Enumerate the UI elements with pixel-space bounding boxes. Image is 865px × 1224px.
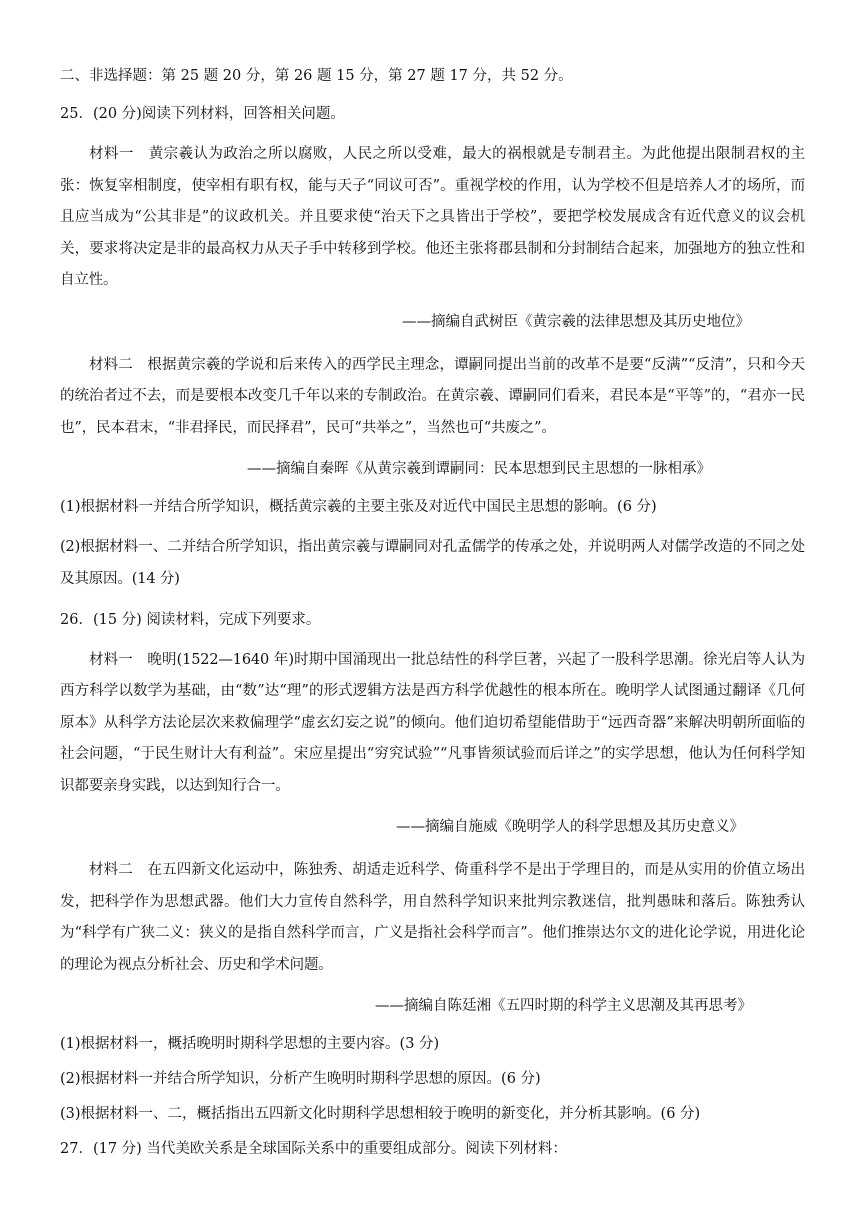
q26-material-2: 材料二 在五四新文化运动中，陈独秀、胡适走近科学、倚重科学不是出于学理目的，而是从实用的价值立场出发，把科学作为思想武器。他们大力宣传自然科学，用自然科学知识来批判宗教迷信，批判愚昧和落后。陈独秀认为“科学有广狭二义：狭义的是指自然科学而言，广义是指社会科学而言”。他们推崇达尔文的进化论学说，用进化论的理论为视点分析社会、历史和学术问题。 xyxy=(60,862,805,973)
question-27 xyxy=(60,1139,805,1159)
section-heading: 二、非选择题：第 25 题 20 分，第 26 题 15 分，第 27 题 17 分，共 52 分。 xyxy=(60,68,573,84)
q26-source-1: ——摘编自施威《晚明学人的科学思想及其历史意义》 xyxy=(396,819,744,835)
question-25 xyxy=(60,104,805,595)
q27-title: 27．(17 分) 当代美欧关系是全球国际关系中的重要组成部分。阅读下列材料： xyxy=(60,1141,567,1157)
q26-title: 26．(15 分) 阅读材料，完成下列要求。 xyxy=(60,611,321,628)
q25-question-1: (1)根据材料一并结合所学知识，概括黄宗羲的主要主张及对近代中国民主思想的影响。(6 分) xyxy=(60,499,657,515)
question-26 xyxy=(60,610,805,1125)
q26-question-2: (2)根据材料一并结合所学知识，分析产生晚明时期科学思想的原因。(6 分) xyxy=(60,1071,541,1087)
q25-source-1: ——摘编自武树臣《黄宗羲的法律思想及其历史地位》 xyxy=(402,313,750,330)
q26-source-2: ——摘编自陈廷湘《五四时期的科学主义思潮及其再思考》 xyxy=(375,998,752,1014)
q25-title: 25．(20 分)阅读下列材料，回答相关问题。 xyxy=(60,106,345,122)
q26-material-1: 材料一 晚明(1522—1640 年)时期中国涌现出一批总结性的科学巨著，兴起了一股科学思潮。徐光启等人认为西方科学以数学为基础，由“数”达“理”的形式逻辑方法是西方科学优越性的根本所在。晚明学人试图通过翻译《几何原本》从科学方法论层次来救偏理学“虚玄幻妄之说”的倾向。他们迫切希望能借助于“远西奇器”来解决明朝所面临的社会问题，“于民生财计大有利益”。宋应星提出“穷究试验”“凡事皆须试验而后详之”的实学思想，他认为任何科学知识都要亲身实践，以达到知行合一。 xyxy=(60,651,805,794)
exam-page xyxy=(60,66,805,1174)
q25-source-2: ——摘编自秦晖《从黄宗羲到谭嗣同：民本思想到民主思想的一脉相承》 xyxy=(247,461,711,477)
q25-question-2: (2)根据材料一、二并结合所学知识，指出黄宗羲与谭嗣同对孔孟儒学的传承之处，并说明两人对儒学改造的不同之处及其原因。(14 分) xyxy=(60,539,805,587)
q25-material-1: 材料一 黄宗羲认为政治之所以腐败，人民之所以受难，最大的祸根就是专制君主。为此他提出限制君权的主张：恢复宰相制度，使宰相有职有权，能与天子“同议可否”。重视学校的作用，认为学校不但是培养人才的场所，而且应当成为“公其非是”的议政机关。并且要求使“治天下之具皆出于学校”，要把学校发展成含有近代意义的议会机关，要求将决定是非的最高权力从天子手中转移到学校。他还主张将郡县制和分封制结合起来，加强地方的独立性和自立性。 xyxy=(60,146,805,288)
q26-question-3: (3)根据材料一、二，概括指出五四新文化时期科学思想相较于晚明的新变化，并分析其影响。(6 分) xyxy=(60,1106,701,1122)
q25-material-2: 材料二 根据黄宗羲的学说和后来传入的西学民主理念，谭嗣同提出当前的改革不是要“反满”“反清”，只和今天的统治者过不去，而是要根本改变几千年以来的专制政治。在黄宗羲、谭嗣同们看来，君民本是“平等”的，“君亦一民也”，民本君末，“非君择民，而民择君”，民可“共举之”，当然也可“共废之”。 xyxy=(60,356,805,436)
q26-question-1: (1)根据材料一，概括晚明时期科学思想的主要内容。(3 分) xyxy=(60,1036,440,1052)
